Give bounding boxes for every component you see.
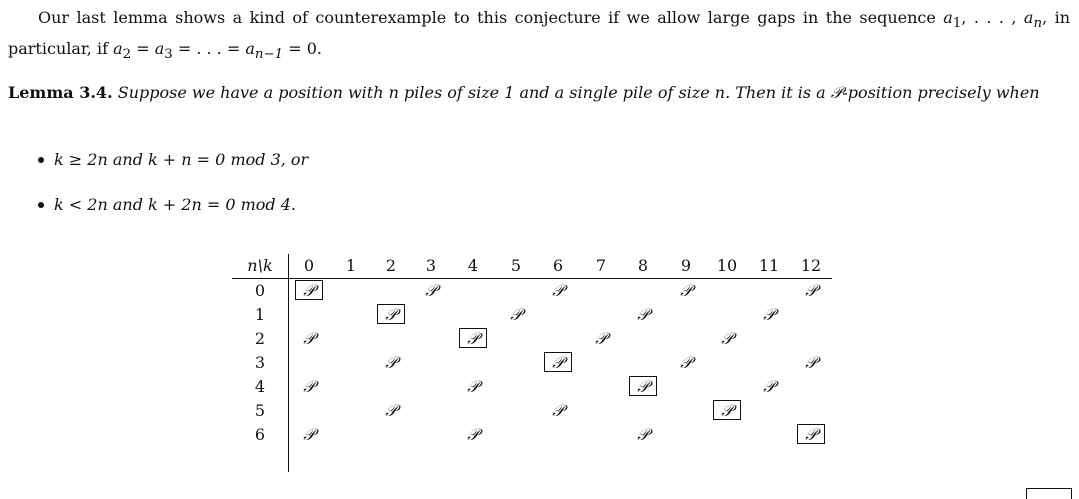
table-row xyxy=(232,351,832,375)
lemma-label: Lemma 3.4. xyxy=(8,83,113,102)
empty-cell xyxy=(667,423,705,447)
column-label: 8 xyxy=(637,256,649,275)
p-position-mark: 𝒫 xyxy=(680,353,692,372)
table-row xyxy=(232,303,832,327)
p-position-mark: 𝒫 xyxy=(303,377,315,396)
p-position-mark: 𝒫 xyxy=(763,305,775,324)
table-row xyxy=(232,423,832,447)
p-position-mark: 𝒫 xyxy=(303,329,315,348)
empty-cell xyxy=(332,399,370,423)
intro-text-1: Our last lemma shows a kind of counterexample to this conjecture if we allow large gaps in the sequence xyxy=(38,8,944,27)
boxed-p-position-mark: 𝒫 xyxy=(792,423,830,447)
empty-cell xyxy=(412,303,450,327)
table-vertical-rule xyxy=(288,254,289,472)
empty-cell xyxy=(497,399,535,423)
math-eq: = xyxy=(131,39,155,59)
empty-cell xyxy=(582,279,620,303)
empty-cell xyxy=(750,399,788,423)
empty-cell xyxy=(372,423,410,447)
row-label: 0 xyxy=(254,281,266,300)
empty-cell xyxy=(582,423,620,447)
empty-cell xyxy=(708,375,746,399)
empty-cell xyxy=(412,375,450,399)
boxed-p-position-mark: 𝒫 xyxy=(539,351,577,375)
empty-cell xyxy=(412,351,450,375)
condition-text: k ≥ 2n and k + n = 0 mod 3, or xyxy=(54,150,309,169)
column-label: 2 xyxy=(385,256,397,275)
lemma-statement: Suppose we have a position with n piles of size 1 and a single pile of size n. Then it is a 𝒫-position precisely when xyxy=(117,83,1040,102)
p-position-mark: 𝒫 xyxy=(637,425,649,444)
empty-cell xyxy=(332,351,370,375)
row-label: 6 xyxy=(254,425,266,444)
empty-cell xyxy=(290,303,328,327)
condition-item xyxy=(38,193,308,217)
empty-cell xyxy=(332,327,370,351)
empty-cell xyxy=(750,327,788,351)
empty-cell xyxy=(624,327,662,351)
column-label: 6 xyxy=(552,256,564,275)
table-row xyxy=(232,399,832,423)
empty-cell xyxy=(539,375,577,399)
empty-cell xyxy=(708,423,746,447)
empty-cell xyxy=(372,327,410,351)
p-position-mark: 𝒫 xyxy=(721,329,733,348)
p-position-mark: 𝒫 xyxy=(467,377,479,396)
empty-cell xyxy=(332,279,370,303)
empty-cell xyxy=(792,375,830,399)
column-label: 10 xyxy=(716,256,738,275)
math-a: a xyxy=(943,8,953,27)
intro-text-2: , in particular, if xyxy=(8,8,1071,59)
empty-cell xyxy=(708,351,746,375)
column-label: 4 xyxy=(467,256,479,275)
math-ellipsis: , . . . , xyxy=(961,8,1024,27)
empty-cell xyxy=(667,303,705,327)
empty-cell xyxy=(497,351,535,375)
empty-cell xyxy=(372,375,410,399)
column-label: 3 xyxy=(425,256,437,275)
empty-cell xyxy=(332,303,370,327)
row-label: 5 xyxy=(254,401,266,420)
empty-cell xyxy=(708,279,746,303)
condition-list xyxy=(38,148,308,238)
condition-text: k < 2n and k + 2n = 0 mod 4. xyxy=(54,195,297,214)
empty-cell xyxy=(454,399,492,423)
math-sub: 3 xyxy=(164,47,173,63)
column-label: 7 xyxy=(595,256,607,275)
p-position-mark: 𝒫 xyxy=(763,377,775,396)
column-label: 9 xyxy=(680,256,692,275)
bullet-icon xyxy=(38,157,44,163)
empty-cell xyxy=(750,279,788,303)
empty-cell xyxy=(582,375,620,399)
math-eq: = . . . = xyxy=(172,39,246,59)
math-a: a xyxy=(113,39,123,59)
empty-cell xyxy=(624,399,662,423)
empty-cell xyxy=(539,303,577,327)
boxed-p-position-mark: 𝒫 xyxy=(290,279,328,303)
empty-cell xyxy=(332,423,370,447)
p-position-mark: 𝒫 xyxy=(680,281,692,300)
empty-cell xyxy=(497,375,535,399)
empty-cell xyxy=(792,327,830,351)
intro-paragraph xyxy=(8,5,1070,67)
table-header-row xyxy=(232,254,832,279)
math-a: a xyxy=(245,39,255,59)
empty-cell xyxy=(582,351,620,375)
p-position-mark: 𝒫 xyxy=(425,281,437,300)
column-label: 12 xyxy=(800,256,822,275)
partial-box xyxy=(1026,488,1072,499)
table-row xyxy=(232,279,832,303)
column-label: 0 xyxy=(303,256,315,275)
row-label: 3 xyxy=(254,353,266,372)
empty-cell xyxy=(708,303,746,327)
math-a: a xyxy=(154,39,165,59)
math-a: a xyxy=(1023,8,1034,27)
empty-cell xyxy=(750,351,788,375)
p-position-mark: 𝒫 xyxy=(385,353,397,372)
math-eq-zero: = 0. xyxy=(283,39,322,59)
empty-cell xyxy=(624,279,662,303)
empty-cell xyxy=(582,303,620,327)
empty-cell xyxy=(454,303,492,327)
empty-cell xyxy=(290,351,328,375)
math-sub: 2 xyxy=(122,47,132,63)
p-position-mark: 𝒫 xyxy=(552,281,564,300)
table-row xyxy=(232,327,832,351)
p-position-mark: 𝒫 xyxy=(303,425,315,444)
empty-cell xyxy=(539,327,577,351)
empty-cell xyxy=(454,279,492,303)
p-position-mark: 𝒫 xyxy=(595,329,607,348)
math-sub: n−1 xyxy=(254,47,284,63)
empty-cell xyxy=(792,303,830,327)
empty-cell xyxy=(497,279,535,303)
empty-cell xyxy=(412,327,450,351)
empty-cell xyxy=(624,351,662,375)
empty-cell xyxy=(412,399,450,423)
p-position-mark: 𝒫 xyxy=(637,305,649,324)
row-label: 1 xyxy=(254,305,266,324)
column-label: 11 xyxy=(758,256,780,275)
empty-cell xyxy=(332,375,370,399)
empty-cell xyxy=(750,423,788,447)
empty-cell xyxy=(497,423,535,447)
column-label: 1 xyxy=(345,256,357,275)
boxed-p-position-mark: 𝒫 xyxy=(372,303,410,327)
p-position-mark: 𝒫 xyxy=(385,401,397,420)
p-position-mark: 𝒫 xyxy=(805,281,817,300)
row-label: 2 xyxy=(254,329,266,348)
p-position-table xyxy=(232,254,832,447)
p-position-mark: 𝒫 xyxy=(510,305,522,324)
p-position-mark: 𝒫 xyxy=(805,353,817,372)
empty-cell xyxy=(290,399,328,423)
condition-item xyxy=(38,148,308,172)
boxed-p-position-mark: 𝒫 xyxy=(454,327,492,351)
table-row xyxy=(232,375,832,399)
p-position-mark: 𝒫 xyxy=(552,401,564,420)
math-sub: 1 xyxy=(952,16,962,32)
corner-label: n\k xyxy=(247,256,273,275)
empty-cell xyxy=(372,279,410,303)
empty-cell xyxy=(412,423,450,447)
empty-cell xyxy=(667,399,705,423)
math-sub: n xyxy=(1033,16,1043,32)
empty-cell xyxy=(792,399,830,423)
empty-cell xyxy=(539,423,577,447)
boxed-p-position-mark: 𝒫 xyxy=(624,375,662,399)
empty-cell xyxy=(667,327,705,351)
empty-cell xyxy=(497,327,535,351)
boxed-p-position-mark: 𝒫 xyxy=(708,399,746,423)
empty-cell xyxy=(667,375,705,399)
empty-cell xyxy=(582,399,620,423)
bullet-icon xyxy=(38,202,44,208)
empty-cell xyxy=(454,351,492,375)
row-label: 4 xyxy=(254,377,266,396)
lemma-paragraph xyxy=(8,80,1070,105)
p-position-mark: 𝒫 xyxy=(467,425,479,444)
column-label: 5 xyxy=(510,256,522,275)
